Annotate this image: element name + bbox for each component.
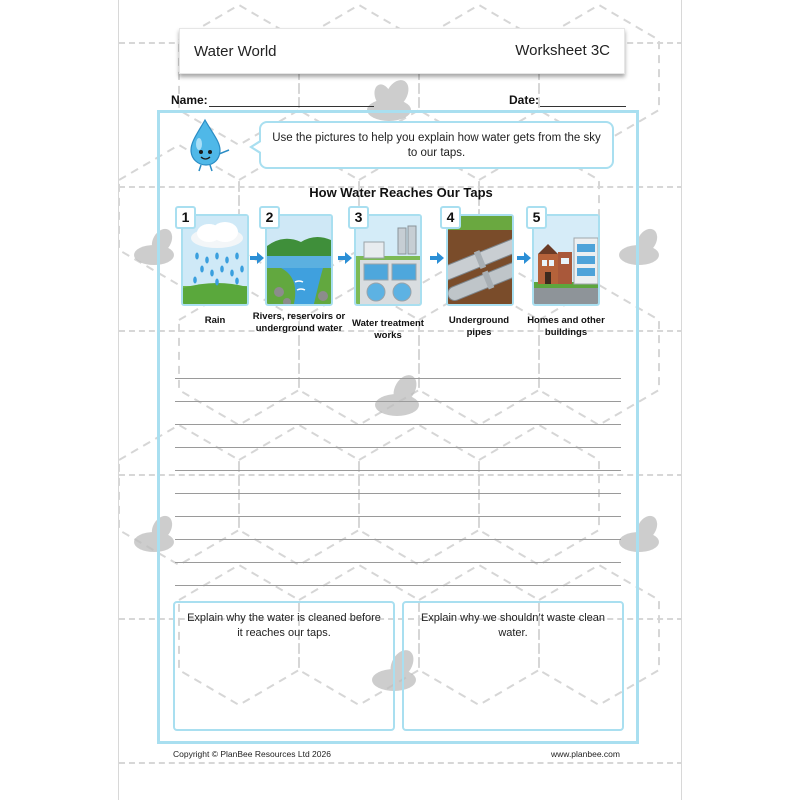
step-number: 2 [259,206,280,229]
step-number: 5 [526,206,547,229]
worksheet-number: Worksheet 3C [515,42,610,59]
name-label: Name: [171,93,208,107]
date-label: Date: [509,93,540,107]
step-caption: Water treatment works [352,318,424,341]
step-caption: Homes and other buildings [527,315,605,338]
writing-line[interactable] [175,447,621,448]
writing-line[interactable] [175,493,621,494]
question-text: Explain why we shouldn’t waste clean water. [420,612,606,639]
name-field[interactable] [209,106,374,107]
step-card [265,209,333,306]
writing-line[interactable] [175,378,621,379]
arrow-right-icon [517,252,531,264]
date-field[interactable] [540,106,626,107]
question-text: Explain why the water is cleaned before it reaches our taps. [187,612,381,639]
worksheet-header [179,28,625,74]
arrow-right-icon [430,252,444,264]
step-caption: Rain [204,315,226,326]
question-box[interactable] [173,601,395,731]
copyright-text: Copyright © PlanBee Resources Ltd 2026 [173,749,331,759]
writing-line[interactable] [175,539,621,540]
step-card [446,209,514,306]
writing-line[interactable] [175,562,621,563]
writing-line[interactable] [175,424,621,425]
step-caption: Rivers, reservoirs or underground water [252,311,346,334]
writing-line[interactable] [175,401,621,402]
question-box[interactable] [402,601,624,731]
instruction-bubble [259,121,614,169]
step-card [532,209,600,306]
step-number: 1 [175,206,196,229]
worksheet-title: Water World [194,43,277,60]
step-card [354,209,422,306]
writing-line[interactable] [175,470,621,471]
arrow-right-icon [338,252,352,264]
worksheet-page [118,0,682,800]
writing-line[interactable] [175,585,621,586]
section-title: How Water Reaches Our Taps [309,185,493,200]
step-number: 3 [348,206,369,229]
step-card [181,209,249,306]
step-caption: Underground pipes [448,315,510,338]
website-link[interactable]: www.planbee.com [551,749,620,759]
arrow-right-icon [250,252,264,264]
water-drop-mascot-icon [185,118,237,172]
step-number: 4 [440,206,461,229]
writing-line[interactable] [175,516,621,517]
instruction-text: Use the pictures to help you explain how water gets from the sky to our taps. [272,132,601,159]
